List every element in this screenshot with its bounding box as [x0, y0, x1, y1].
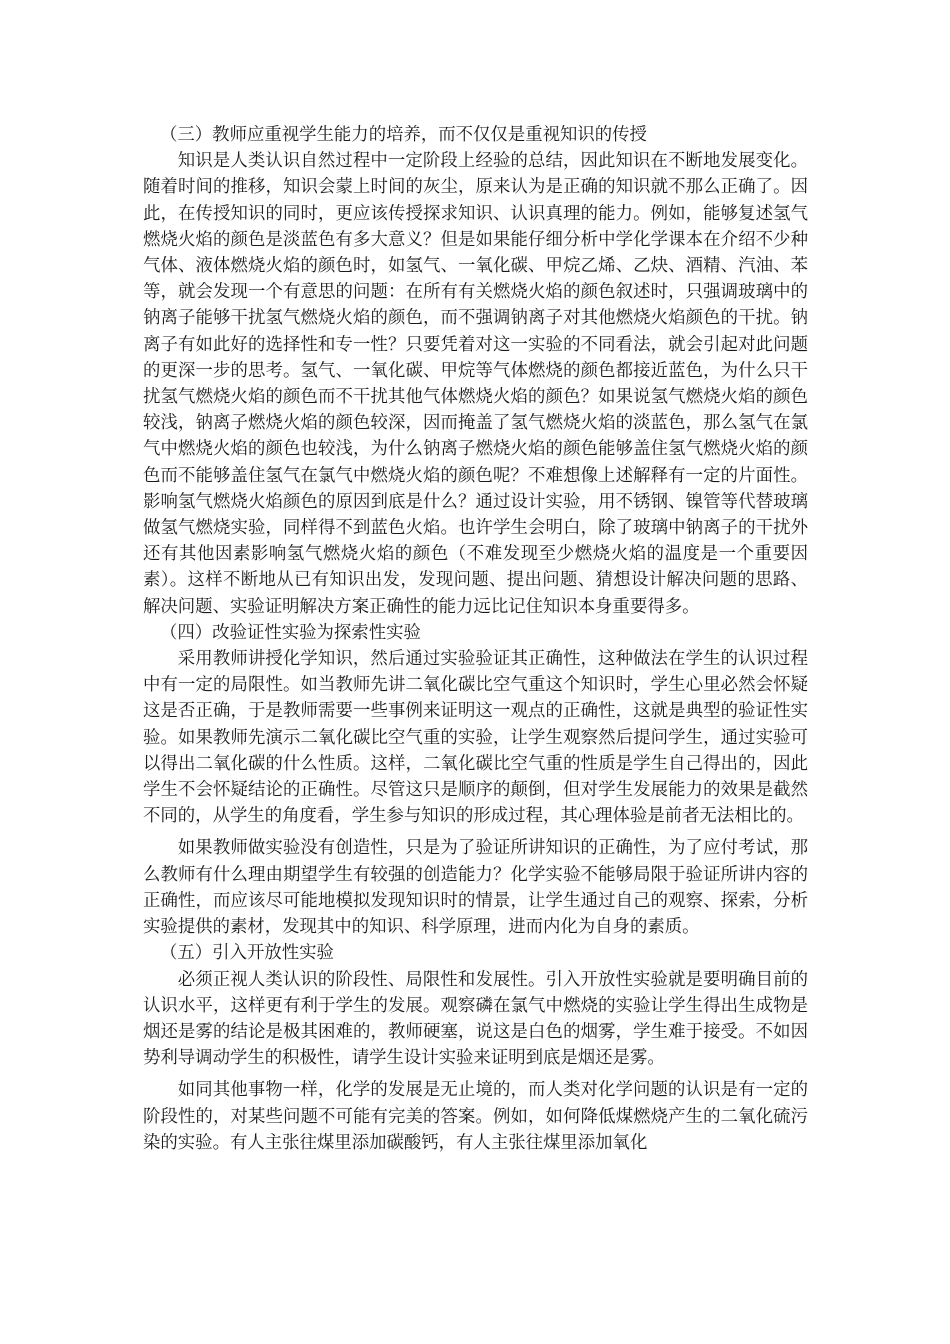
section-heading-3: （三）教师应重视学生能力的培养，而不仅仅是重视知识的传授	[160, 125, 647, 145]
document-page	[143, 122, 808, 1156]
section-heading-4: （四）改验证性实验为探索性实验	[160, 622, 421, 643]
paragraph: 必须正视人类认识的阶段性、局限性和发展性。引入开放性实验就是要明确目前的认识水平，这样更有利于学生的发展。观察磷在氯气中燃烧的实验让学生得出生成物是烟还是雾的结论是极其困难的，教师硬塞，说这是白色的烟雾，学生难于接受。不如因势利导调动学生的积极性，请学生设计实验来证明到底是烟还是雾。	[143, 969, 808, 1069]
section-heading-5: （五）引入开放性实验	[160, 943, 334, 964]
paragraph: 如同其他事物一样，化学的发展是无止境的，而人类对化学问题的认识是有一定的阶段性的，对某些问题不可能有完美的答案。例如，如何降低煤燃烧产生的二氧化硫污染的实验。有人主张往煤里添加碳酸钙，有人主张往煤里添加氧化	[143, 1080, 808, 1153]
paragraph: 如果教师做实验没有创造性，只是为了验证所讲知识的正确性，为了应付考试，那么教师有什么理由期望学生有较强的创造能力？化学实验不能够局限于验证所讲内容的正确性，而应该尽可能地模拟发现知识时的情景，让学生通过自己的观察、探索，分析实验提供的素材，发现其中的知识、科学原理，进而内化为自身的素质。	[143, 838, 808, 938]
paragraph: 采用教师讲授化学知识，然后通过实验验证其正确性，这种做法在学生的认识过程中有一定的局限性。如当教师先讲二氧化碳比空气重这个知识时，学生心里必然会怀疑这是否正确，于是教师需要一些事例来证明这一观点的正确性，这就是典型的验证性实验。如果教师先演示二氧化碳比空气重的实验，让学生观察然后提问学生，通过实验可以得出二氧化碳的什么性质。这样，二氧化碳比空气重的性质是学生自己得出的，因此学生不会怀疑结论的正确性。尽管这只是顺序的颠倒，但对学生发展能力的效果是截然不同的，从学生的角度看，学生参与知识的形成过程，其心理体验是前者无法相比的。	[143, 649, 808, 827]
paragraph: 知识是人类认识自然过程中一定阶段上经验的总结，因此知识在不断地发展变化。随着时间的推移，知识会蒙上时间的灰尘，原来认为是正确的知识就不那么正确了。因此，在传授知识的同时，更应该传授探求知识、认识真理的能力。例如，能够复述氢气燃烧火焰的颜色是淡蓝色有多大意义？但是如果能仔细分析中学化学课本在介绍不少种气体、液体燃烧火焰的颜色时，如氢气、一氧化碳、甲烷乙烯、乙炔、酒精、汽油、苯等，就会发现一个有意思的问题：在所有有关燃烧火焰的颜色叙述时，只强调玻璃中的钠离子能够干扰氢气燃烧火焰的颜色，而不强调钠离子对其他燃烧火焰颜色的干扰。钠离子有如此好的选择性和专一性？只要凭着对这一实验的不同看法，就会引起对此问题的更深一步的思考。氢气、一氧化碳、甲烷等气体燃烧的颜色都接近蓝色，为什么只干扰氢气燃烧火焰的颜色而不干扰其他气体燃烧火焰的颜色？如果说氢气燃烧火焰的颜色较浅，钠离子燃烧火焰的颜色较深，因而掩盖了氢气燃烧火焰的淡蓝色，那么氢气在氯气中燃烧火焰的颜色也较浅，为什么钠离子燃烧火焰的颜色能够盖住氢气燃烧火焰的颜色而不能够盖住氢气在氯气中燃烧火焰的颜色呢？不难想像上述解释有一定的片面性。影响氢气燃烧火焰颜色的原因到底是什么？通过设计实验，用不锈钢、镍管等代替玻璃做氢气燃烧实验，同样得不到蓝色火焰。也许学生会明白，除了玻璃中钠离子的干扰外还有其他因素影响氢气燃烧火焰的颜色（不难发现至少燃烧火焰的温度是一个重要因素）。这样不断地从已有知识出发，发现问题、提出问题、猜想设计解决问题的思路、解决问题、实验证明解决方案正确性的能力远比记住知识本身重要得多。	[143, 151, 808, 617]
